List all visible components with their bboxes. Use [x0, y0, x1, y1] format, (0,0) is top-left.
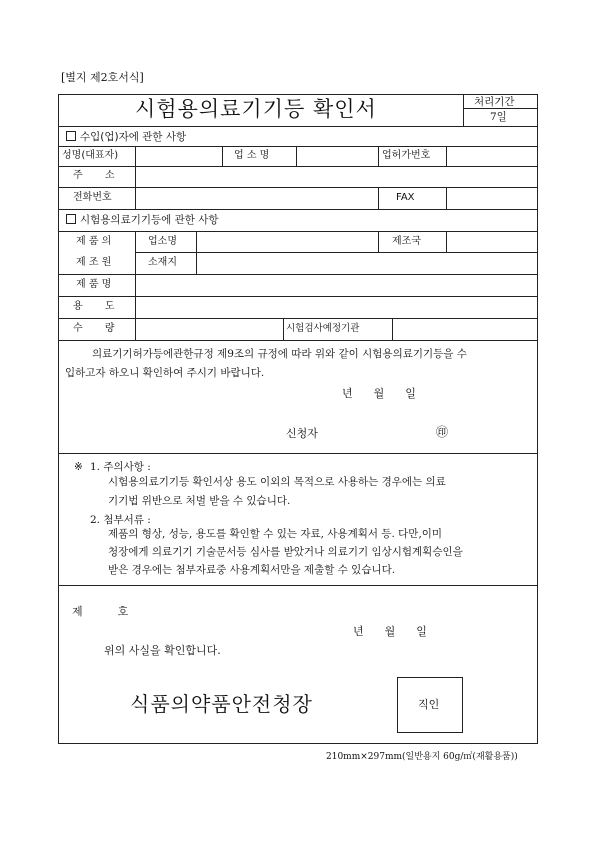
- form-title: 시험용의료기기등 확인서: [135, 97, 377, 121]
- section2-heading: [66, 214, 219, 226]
- confirmation-text: 위의 사실을 확인합니다.: [104, 644, 221, 657]
- section1-heading-text: 수입(업)자에 관한 사항: [80, 131, 187, 143]
- manufacturer-label-line2: 제 조 원: [76, 257, 112, 268]
- fax-label: FAX: [396, 192, 415, 203]
- note2-line1: 제품의 형상, 성능, 용도를 확인할 수 있는 자료, 사용계획서 등. 다만,이미: [108, 528, 443, 540]
- company-name-label: 업 소 명: [234, 150, 270, 161]
- notes-mark: ※: [74, 461, 83, 473]
- form-label: [별지 제2호서식]: [61, 71, 144, 84]
- note2-title: 2. 첨부서류 :: [90, 514, 151, 526]
- processing-period-value: 7일: [490, 111, 507, 123]
- use-label: 용 도: [73, 301, 115, 312]
- note1-title: 1. 주의사항 :: [90, 461, 151, 473]
- checkbox-icon: [66, 131, 76, 141]
- phone-label: 전화번호: [73, 192, 112, 203]
- confirmation-number-label: 제 호: [72, 605, 129, 618]
- processing-period-label: 처리기간: [474, 96, 515, 108]
- statement-line2: 입하고자 하오니 확인하여 주시기 바랍니다.: [65, 367, 265, 379]
- checkbox-icon: [66, 214, 76, 224]
- official-seal-label: 직인: [418, 698, 440, 711]
- product-name-label: 제 품 명: [76, 279, 112, 290]
- section2-heading-text: 시험용의료기기등에 관한 사항: [80, 214, 219, 226]
- statement-line1: 의료기기허가등에관한규정 제9조의 규정에 따라 위와 같이 시험용의료기기등을 수: [92, 348, 467, 360]
- mfr-company-label: 업소명: [148, 236, 177, 247]
- section1-heading: [66, 131, 186, 143]
- rep-name-label: 성명(대표자): [62, 150, 119, 161]
- confirmation-date: 년 월 일: [353, 625, 427, 638]
- authority-name: 식품의약품안전청장: [130, 692, 313, 716]
- paper-spec-footer: 210mm×297mm(일반용지 60g/㎡(재활용품)): [326, 752, 518, 762]
- address-label: 주 소: [73, 170, 115, 181]
- mfr-location-label: 소재지: [148, 257, 177, 268]
- note1-line2: 기기법 위반으로 처벌 받을 수 있습니다.: [108, 495, 291, 507]
- note1-line1: 시험용의료기기등 확인서상 용도 이외의 목적으로 사용하는 경우에는 의료: [108, 476, 446, 488]
- quantity-label: 수 량: [73, 323, 115, 334]
- test-institution-label: 시험검사예정기관: [286, 323, 360, 334]
- seal-mark: ㊞: [436, 425, 449, 439]
- note2-line2: 청장에게 의료기기 기술문서등 심사를 받았거나 의료기기 임상시험계획승인을: [108, 546, 463, 558]
- license-number-label: 업허가번호: [382, 150, 431, 161]
- note2-line3: 받은 경우에는 첨부자료중 사용계획서만을 제출할 수 있습니다.: [108, 564, 396, 576]
- country-label: 제조국: [392, 236, 421, 247]
- manufacturer-label-line1: 제 품 의: [76, 236, 112, 247]
- applicant-label: 신청자: [286, 427, 318, 440]
- application-date: 년 월 일: [342, 387, 416, 400]
